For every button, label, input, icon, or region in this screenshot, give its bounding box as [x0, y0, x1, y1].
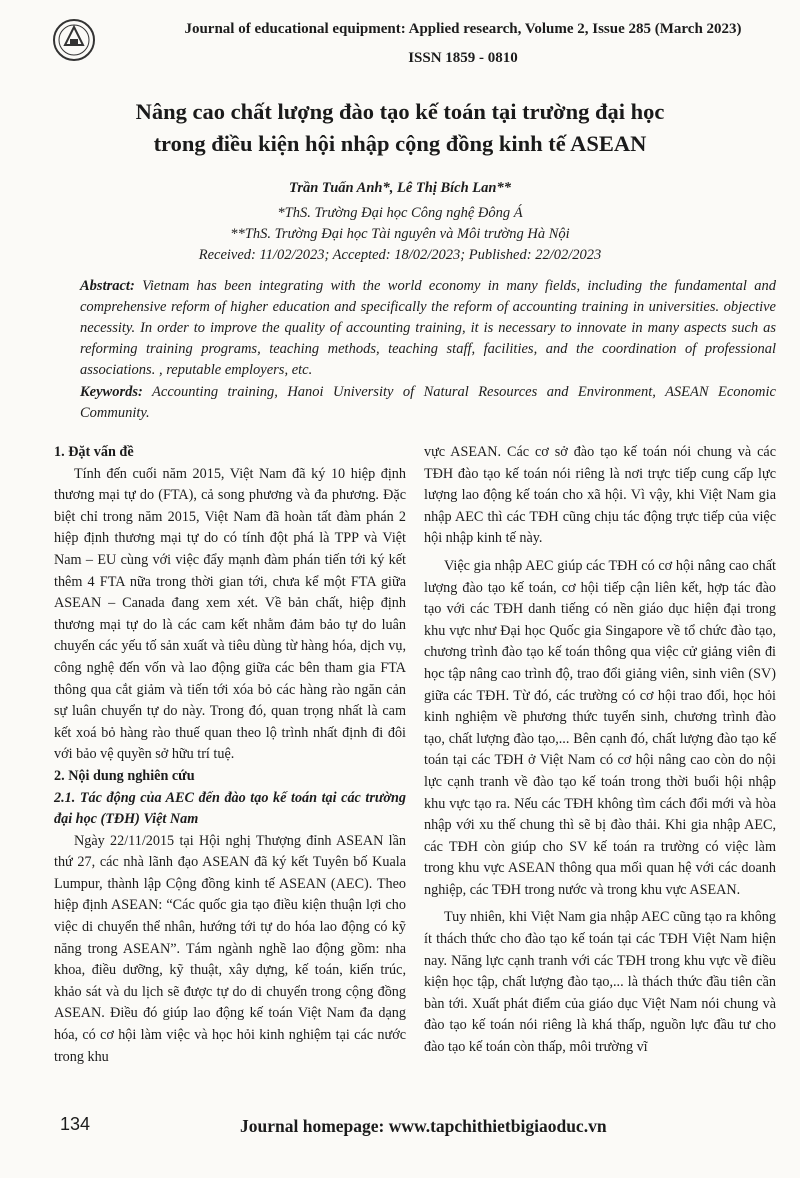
title-line-2: trong điều kiện hội nhập cộng đồng kinh tế ASEAN [153, 131, 647, 156]
paper-title [40, 96, 760, 160]
issn: ISSN 1859 - 0810 [408, 50, 518, 66]
abstract [80, 276, 776, 381]
abstract-text: Vietnam has been integrating with the world economy in many fields, including the fundamental and comprehensive reform of higher education and specifically the reform of accounting training in universities. objective necessity. In order to improve the quality of accounting training, it is necessary to innovate in many aspects such as reforming training programs, teaching methods, teaching staff, facilities, and the coordination of professional associations. , reputable employers, etc. [80, 278, 777, 378]
dates: Received: 11/02/2023; Accepted: 18/02/2023; Published: 22/02/2023 [198, 247, 602, 263]
affiliation-2: **ThS. Trường Đại học Tài nguyên và Môi trường Hà Nội [230, 226, 570, 242]
paragraph-5: Tuy nhiên, khi Việt Nam gia nhập AEC cũng tạo ra không ít thách thức cho đào tạo kế toán tại các TĐH Việt Nam hiện nay. Năng lực cạnh tranh với các TĐH trong khu vực về điều kiện học tập, chất lượng đào tạo,... là thách thức đầu tiên cần bàn tới. Xuất phát điểm của giáo dục Việt Nam nói chung và đào tạo kế toán nói riêng là khá thấp, nguồn lực đầu tư cho đào tạo kế toán còn thấp, môi trường vĩ [424, 909, 776, 1056]
right-column [424, 442, 776, 1059]
abstract-label: Abstract: [80, 278, 135, 294]
title-line-1: Nâng cao chất lượng đào tạo kế toán tại trường đại học [135, 99, 665, 124]
affiliation-1: *ThS. Trường Đại học Công nghệ Đông Á [277, 205, 523, 221]
paragraph-2: Ngày 22/11/2015 tại Hội nghị Thượng đỉnh ASEAN lần thứ 27, các nhà lãnh đạo ASEAN đã ký kết Tuyên bố Kuala Lumpur, thành lập Cộng đồng kinh tế ASEAN (AEC). Theo hiệp định ASEAN: “Các quốc gia tạo điều kiện thuận lợi cho việc di chuyển thể nhân, hướng tới tự do hóa lao động có kỹ năng trong ASEAN”. Tám ngành nghề lao động gồm: nha khoa, điều dưỡng, kỹ thuật, xây dựng, kế toán, kiến trúc, khảo sát và du lịch sẽ được tự do di chuyển trong cộng đồng ASEAN. Điều đó giúp lao động kế toán Việt Nam đa dạng hóa, có cơ hội làm việc và học hỏi kinh nghiệm tại các nước trong khu [54, 832, 406, 1065]
keywords [80, 382, 776, 424]
section-heading-1: 1. Đặt vấn đề [54, 444, 134, 460]
left-column [54, 442, 406, 1068]
journal-title: Journal of educational equipment: Applied research, Volume 2, Issue 285 (March 2023) [184, 21, 742, 37]
section-heading-2: 2. Nội dung nghiên cứu [54, 767, 195, 784]
keywords-label: Keywords: [80, 384, 143, 400]
journal-logo-icon [52, 18, 96, 62]
journal-header [40, 10, 770, 74]
page-number: 134 [60, 1114, 91, 1134]
paragraph-4: Việc gia nhập AEC giúp các TĐH có cơ hội nâng cao chất lượng đào tạo kế toán, cơ hội tiếp cận liên kết, hợp tác đào tạo với các TĐH danh tiếng có nền giáo dục hiện đại trong khu vực như Đại học Quốc gia Singapore về tổ chức đào tạo, chương trình đào tạo kế toán thông qua việc cử giảng viên đi học tập nâng cao trình độ, trao đổi giảng viên, sinh viên (SV) giữa các TĐH. Từ đó, các trường có cơ hội trao đổi, học hỏi kinh nghiệm về phương thức tuyển sinh, chương trình đào tạo, chất lượng đào tạo,... Bên cạnh đó, chất lượng đào tạo kế toán tại các TĐH ở Việt Nam có cơ hội nâng cao còn do nội lực cạnh tranh về đào tạo kế toán trong thời buổi hội nhập khu vực tạo ra. Nếu các TĐH không tìm cách đổi mới và hòa nhập với xu thế chung thì sẽ bị đào thải. Khi gia nhập AEC, các TĐH còn giúp cho SV kế toán ra trường có việc làm trong khu vực ASEAN thông qua mối quan hệ với các doanh nghiệp, các TĐH trong nước và trong khu vực ASEAN. [424, 557, 776, 898]
authors: Trần Tuấn Anh*, Lê Thị Bích Lan** [289, 180, 511, 196]
keywords-text: Accounting training, Hanoi University of Natural Resources and Environment, ASEAN Economic Community. [80, 384, 776, 421]
journal-homepage: Journal homepage: www.tapchithietbigiaoduc.vn [240, 1116, 607, 1136]
paragraph-1: Tính đến cuối năm 2015, Việt Nam đã ký 10 hiệp định thương mại tự do (FTA), cả song phương và đa phương. Đặc biệt chỉ trong năm 2015, Việt Nam đã hoàn tất đàm phán 2 hiệp định thương mại tự do có tính đột phá là TPP và Việt Nam – EU cùng với việc đẩy mạnh đàm phán tiến tới ký kết thêm 4 FTA nữa trong thời gian tới, chưa kể một FTA giữa ASEAN – Canada đang xem xét. Về bản chất, hiệp định thương mại tự do là các cam kết nhằm đảm bảo tự do luân chuyển các yếu tố sản xuất và tiêu dùng từ hàng hóa, dịch vụ, công nghệ đến vốn và lao động giữa các bên tham gia FTA thông qua cắt giảm và tiến tới xóa bỏ các hàng rào ngăn cản sự luân chuyển tự do này. Trong đó, quan trọng nhất là cam kết xoá bỏ hàng rào thuế quan theo lộ trình nhất định đi đôi với bảo vệ quyền sở hữu trí tuệ. [54, 465, 406, 763]
subsection-heading-2-1: 2.1. Tác động của AEC đến đào tạo kế toán tại các trường đại học (TĐH) Việt Nam [54, 789, 406, 828]
paragraph-3: vực ASEAN. Các cơ sở đào tạo kế toán nói chung và các TĐH đào tạo kế toán nói riêng là nơi trực tiếp cung cấp lực lượng lao động kế toán cho xã hội. Vì vậy, khi Việt Nam gia nhập AEC thì các TĐH cũng chịu tác động trực tiếp của việc hội nhập kinh tế này. [424, 444, 776, 547]
